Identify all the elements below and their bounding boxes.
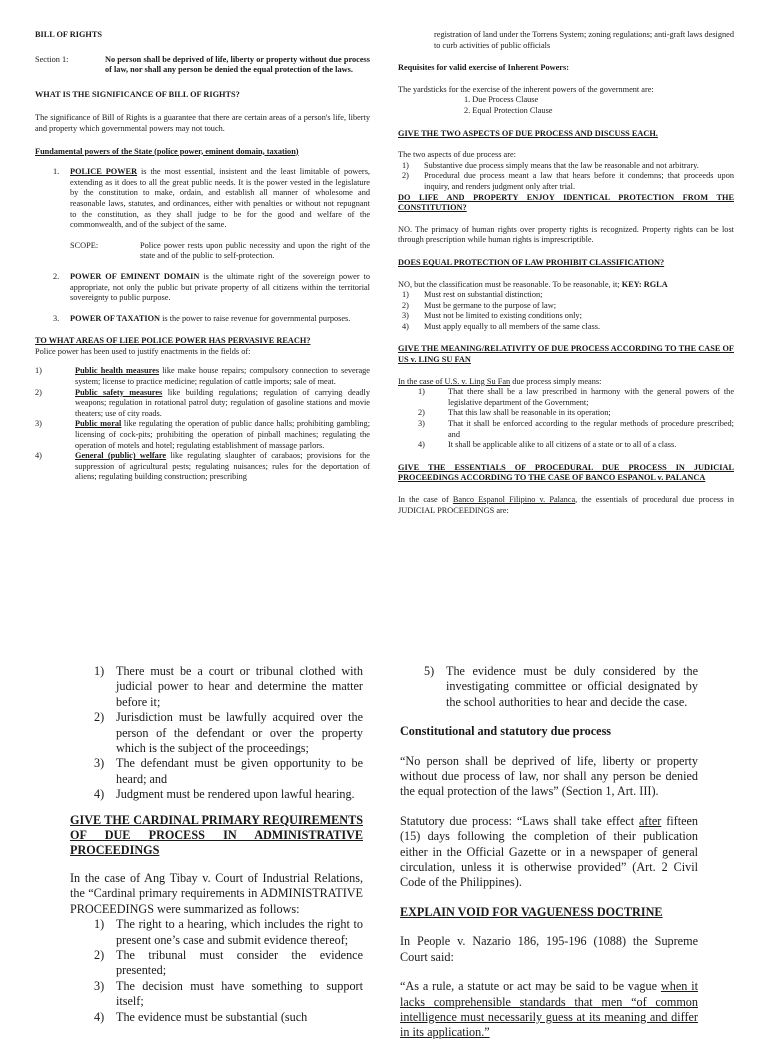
question-significance: WHAT IS THE SIGNIFICANCE OF BILL OF RIGHTS?	[35, 89, 240, 99]
power-item	[35, 272, 370, 304]
list-number: 2)	[94, 710, 105, 725]
area-number: 2)	[35, 387, 42, 397]
power-text: POLICE POWER is the most essential, insistent and the least limitable of powers, extending as it does to all the great public needs. It is the power vested in the legislature by the constitution to make, ordain, and establish all manner of wholesome and reasonable laws, statutes, and ordinances, either with penalties or without not repugnant to the constitution, as they shall judge to be for the good and welfare of the commonwealth, and of the subject of the same.	[70, 167, 371, 230]
section-1	[35, 55, 370, 76]
list-number: 1)	[94, 664, 105, 678]
area-number: 1)	[35, 366, 42, 376]
judicial-item	[70, 787, 363, 802]
area-text: General (public) welfare like regulating slaughter of carabaos; provisions for the suppression of agricultural pests; regulating nuisances; rules for the deportation of aliens; regulating building construction; prescribing	[75, 451, 370, 482]
question-banco-espanol: GIVE THE ESSENTIALS OF PROCEDURAL DUE PROCESS IN JUDICIAL PROCEEDINGS ACCORDING TO THE CASE OF BANCO ESPANOL v. PALANCA	[398, 462, 734, 483]
list-number: 3)	[94, 756, 105, 771]
question-due-process-aspects: GIVE THE TWO ASPECTS OF DUE PROCESS AND DISCUSS EACH.	[398, 128, 658, 138]
ling-su-fan-item	[398, 419, 734, 440]
ling-su-fan-item	[398, 387, 734, 408]
classification-item	[398, 322, 734, 333]
void-vagueness-heading: EXPLAIN VOID FOR VAGUENESS DOCTRINE	[400, 904, 663, 919]
constitutional-quote: “No person shall be deprived of life, liberty or property without due process of law, nor shall any person be denied the equal protection of the laws” (Section 1, Art. III).	[400, 753, 698, 799]
requisites-heading: Requisites for valid exercise of Inherent Powers:	[398, 63, 569, 73]
statutory-due-process: Statutory due process: “Laws shall take effect after fifteen (15) days following the completion of their publication either in the Official Gazette or in a newspaper of general circulation, unless it is otherwise provided” (Art. 2 Civil Code of the Philippines).	[400, 813, 698, 890]
list-text: That there shall be a law prescribed in harmony with the general powers of the legislative department of the Government;	[448, 387, 734, 407]
power-number: 3.	[53, 313, 60, 323]
list-number: 2)	[94, 947, 105, 962]
list-text: Must be germane to the purpose of law;	[424, 300, 557, 310]
administrative-item	[70, 948, 363, 979]
list-text: There must be a court or tribunal clothed with judicial power to hear and determine the matter before it;	[116, 664, 363, 709]
banco-espanol-intro: In the case of Banco Espanol Filipino v. Palanca, the essentials of procedural due process in JUDICIAL PROCEEDINGS are:	[398, 495, 734, 515]
scope-label: SCOPE:	[70, 240, 99, 250]
question-police-power-reach: TO WHAT AREAS OF LIEE POLICE POWER HAS PERVASIVE REACH?	[35, 336, 311, 346]
area-item	[35, 366, 370, 387]
power-number: 1.	[53, 167, 60, 177]
area-item	[35, 419, 370, 451]
list-number: 4)	[402, 321, 409, 331]
list-number: 1)	[402, 290, 409, 300]
ling-su-fan-item	[398, 408, 734, 419]
continued-text: registration of land under the Torrens System; zoning regulations; anti-graft laws designed to curb activities of public officials	[434, 30, 734, 50]
list-number: 5)	[424, 664, 435, 678]
list-text: That this law shall be reasonable in its operation;	[448, 408, 611, 418]
list-number: 2)	[402, 300, 409, 310]
area-text: Public safety measures like building regulations; regulation of carrying deadly weapons; regulation in rotational patrol duty; regulation of gasoline stations and movie theaters; use of city roads.	[75, 387, 370, 418]
list-text: Substantive due process simply means that the law be reasonable and not arbitrary.	[424, 160, 699, 170]
doc-title: BILL OF RIGHTS	[35, 30, 103, 39]
administrative-item	[70, 917, 363, 948]
answer-significance: The significance of Bill of Rights is a guarantee that there are certain areas of a person's life, liberty and property which governmental powers may not touch.	[35, 113, 370, 133]
list-text: The tribunal must consider the evidence presented;	[116, 947, 363, 978]
scope	[35, 241, 370, 262]
question-equal-protection: DOES EQUAL PROTECTION OF LAW PROHIBIT CLASSIFICATION?	[398, 257, 665, 267]
power-item	[35, 314, 370, 325]
void-vagueness-quote: “As a rule, a statute or act may be said to be vague when it lacks comprehensible standards that men “of common intelligence must necessarily guess at its meaning and differ in its application.”	[400, 979, 698, 1040]
bottom-left-column	[70, 664, 363, 1025]
bottom-right-column	[400, 664, 698, 1041]
section-label: Section 1:	[35, 54, 69, 64]
list-number: 4)	[94, 787, 105, 802]
power-text: POWER OF TAXATION is the power to raise revenue for governmental purposes.	[70, 313, 351, 323]
list-number: 1)	[402, 160, 409, 170]
list-number: 3)	[402, 311, 409, 321]
list-text: The evidence must be duly considered by the investigating committee or official designated by the school authorities to hear and decide the case.	[446, 664, 698, 709]
list-text: Judgment must be rendered upon lawful hearing.	[116, 787, 355, 802]
question-life-property: DO LIFE AND PROPERTY ENJOY IDENTICAL PROTECTION FROM THE CONSTITUTION?	[398, 192, 734, 213]
list-text: Must apply equally to all members of the same class.	[424, 321, 601, 331]
classification-item	[398, 311, 734, 322]
list-text: That it shall be enforced according to the regular methods of procedure prescribed; and	[448, 419, 734, 439]
top-right-column	[398, 30, 734, 516]
classification-item	[398, 301, 734, 312]
power-text: POWER OF EMINENT DOMAIN is the ultimate right of the sovereign power to appropriate, not only the public but private property of all citizens within the territorial sovereignty to public purpose.	[70, 271, 371, 303]
list-text: Must rest on substantial distinction;	[424, 290, 543, 300]
police-power-intro: Police power has been used to justify enactments in the fields of:	[35, 346, 251, 356]
administrative-item	[70, 1010, 363, 1025]
fundamental-powers-heading: Fundamental powers of the State (police power, eminent domain, taxation)	[35, 146, 299, 156]
power-number: 2.	[53, 271, 60, 281]
judicial-item	[70, 756, 363, 787]
void-vagueness-intro: In People v. Nazario 186, 195-196 (1088) the Supreme Court said:	[400, 934, 698, 964]
scope-text: Police power rests upon public necessity and upon the right of the state and of the public to self-protection.	[140, 240, 370, 261]
constitutional-heading: Constitutional and statutory due process	[400, 724, 612, 739]
answer-life-property: NO. The primacy of human rights over property rights is recognized. Property rights can be lost through prescription while human rights is imprescriptible.	[398, 224, 734, 245]
requisite-item: 1. Due Process Clause	[464, 95, 539, 105]
area-text: Public moral like regulating the operation of public dance halls; prohibiting gambling; licensing of cock-pits; prohibiting the operation of pinball machines; regulating the operation of motels and hotel; regulating establishment of massage parlors.	[75, 419, 370, 450]
area-number: 4)	[35, 451, 42, 461]
due-process-intro: The two aspects of due process are:	[398, 150, 516, 160]
list-text: The decision must have something to support itself;	[116, 978, 363, 1009]
list-text: Procedural due process meant a law that hears before it condemns; that proceeds upon inquiry, and renders judgment only after trial.	[424, 171, 734, 191]
top-left-column	[35, 30, 370, 483]
list-number: 4)	[418, 440, 425, 450]
list-text: The right to a hearing, which includes the right to present one’s case and submit evidence thereof;	[116, 917, 363, 947]
list-text: Jurisdiction must be lawfully acquired over the person of the defendant or over the property which is the subject of the proceedings;	[116, 710, 363, 756]
administrative-item-5	[400, 664, 698, 710]
list-text: It shall be applicable alike to all citizens of a state or to all of a class.	[448, 440, 677, 450]
list-number: 4)	[94, 1009, 105, 1024]
area-number: 3)	[35, 419, 42, 429]
list-text: The evidence must be substantial (such	[116, 1009, 308, 1024]
question-administrative: GIVE THE CARDINAL PRIMARY REQUIREMENTS OF DUE PROCESS IN ADMINISTRATIVE PROCEEDINGS	[70, 812, 363, 858]
list-number: 1)	[418, 387, 425, 397]
area-item	[35, 451, 370, 483]
due-process-item	[398, 171, 734, 192]
area-text: Public health measures like make house repairs; compulsory connection to severage system; license to practice medicine; regulation of cattle imports; sale of meat.	[75, 366, 370, 387]
list-number: 1)	[94, 917, 105, 932]
ling-su-fan-intro: In the case of U.S. v. Ling Su Fan due process simply means:	[398, 376, 602, 386]
list-number: 2)	[418, 408, 425, 418]
administrative-intro: In the case of Ang Tibay v. Court of Industrial Relations, the “Cardinal primary requirements in ADMINISTRATIVE PROCEEDINGS were summarized as follows:	[70, 870, 363, 916]
classification-item	[398, 290, 734, 301]
administrative-item	[70, 979, 363, 1010]
question-ling-su-fan: GIVE THE MEANING/RELATIVITY OF DUE PROCESS ACCORDING TO THE CASE OF US v. LING SU FAN	[398, 344, 734, 365]
equal-protection-intro: NO, but the classification must be reasonable. To be reasonable, it; KEY: RGLA	[398, 279, 668, 289]
list-number: 3)	[94, 978, 105, 993]
list-text: Must not be limited to existing conditions only;	[424, 311, 582, 321]
judicial-item	[70, 664, 363, 710]
power-item	[35, 167, 370, 231]
due-process-item	[398, 161, 734, 172]
judicial-item	[70, 710, 363, 756]
list-text: The defendant must be given opportunity to be heard; and	[116, 756, 363, 786]
requisites-intro: The yardsticks for the exercise of the inherent powers of the government are:	[398, 84, 654, 94]
requisite-item: 2. Equal Protection Clause	[464, 105, 553, 115]
area-item	[35, 388, 370, 420]
list-number: 3)	[418, 419, 425, 429]
ling-su-fan-item	[398, 440, 734, 451]
section-text: No person shall be deprived of life, liberty or property without due process of law, nor shall any person be denied the equal protection of the laws.	[105, 54, 370, 75]
list-number: 2)	[402, 171, 409, 181]
